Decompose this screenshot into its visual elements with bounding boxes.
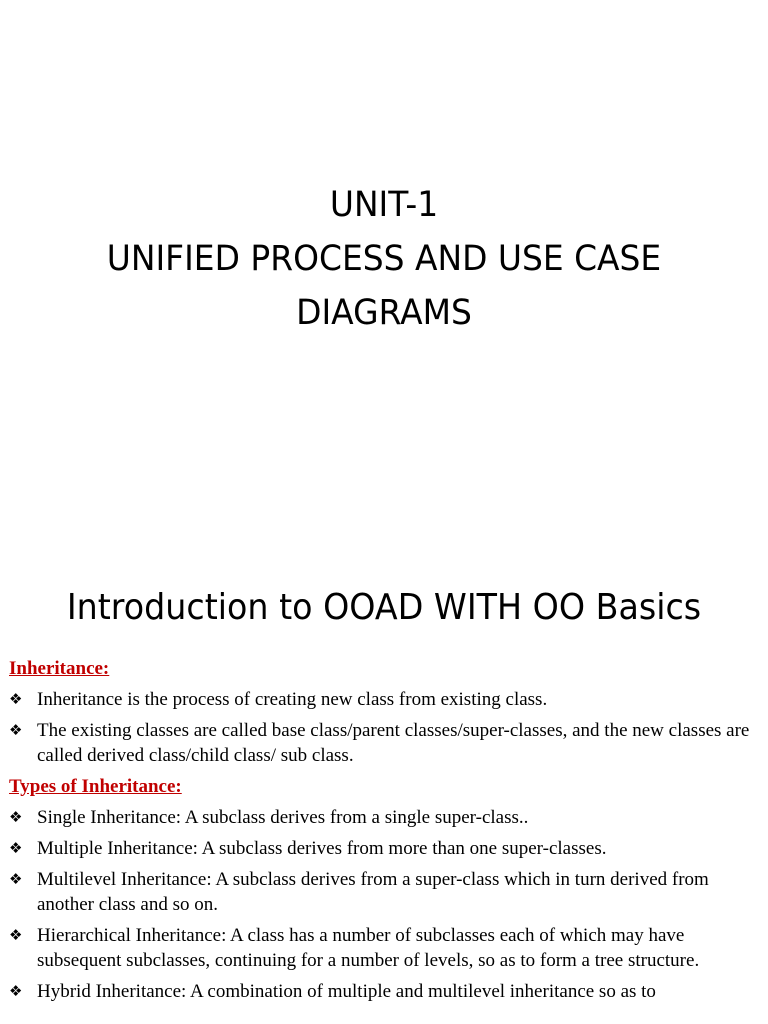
bullet-item — [9, 923, 764, 973]
diamond-bullet-icon: ❖ — [9, 926, 23, 944]
diamond-bullet-icon: ❖ — [9, 690, 23, 708]
diamond-bullet-icon: ❖ — [9, 721, 23, 739]
diamond-bullet-icon: ❖ — [9, 808, 23, 826]
bullet-text: The existing classes are called base class/parent classes/super-classes, and the new classes are called derived class/child class/ sub class. — [37, 720, 750, 766]
diamond-bullet-icon: ❖ — [9, 870, 23, 888]
slide-content — [9, 656, 764, 1010]
bullet-text: Multiple Inheritance: A subclass derives from more than one super-classes. — [37, 838, 607, 859]
bullet-item — [9, 836, 764, 861]
bullet-item — [9, 979, 764, 1004]
unit-title — [23, 178, 745, 340]
slide-title: Introduction to OOAD WITH OO Basics — [66, 587, 702, 628]
bullet-item — [9, 805, 764, 830]
section-heading: Inheritance: — [9, 658, 110, 679]
unit-title-line: UNIT-1 — [329, 185, 439, 225]
bullet-item — [9, 687, 764, 712]
diamond-bullet-icon: ❖ — [9, 839, 23, 857]
bullet-text: Hybrid Inheritance: A combination of multiple and multilevel inheritance so as to — [37, 981, 656, 1002]
bullet-item — [9, 718, 764, 768]
unit-title-line: DIAGRAMS — [296, 293, 472, 333]
unit-title-line: UNIFIED PROCESS AND USE CASE — [106, 239, 662, 279]
bullet-item — [9, 867, 764, 917]
bullet-text: Multilevel Inheritance: A subclass derives from a super-class which in turn derived from another class and so on. — [37, 869, 709, 915]
diamond-bullet-icon: ❖ — [9, 982, 23, 1000]
section-heading: Types of Inheritance: — [9, 776, 182, 797]
bullet-text: Single Inheritance: A subclass derives from a single super-class.. — [37, 807, 529, 828]
bullet-text: Hierarchical Inheritance: A class has a number of subclasses each of which may have subsequent subclasses, continuing for a number of levels, so as to form a tree structure. — [37, 925, 700, 971]
bullet-text: Inheritance is the process of creating new class from existing class. — [37, 689, 548, 710]
